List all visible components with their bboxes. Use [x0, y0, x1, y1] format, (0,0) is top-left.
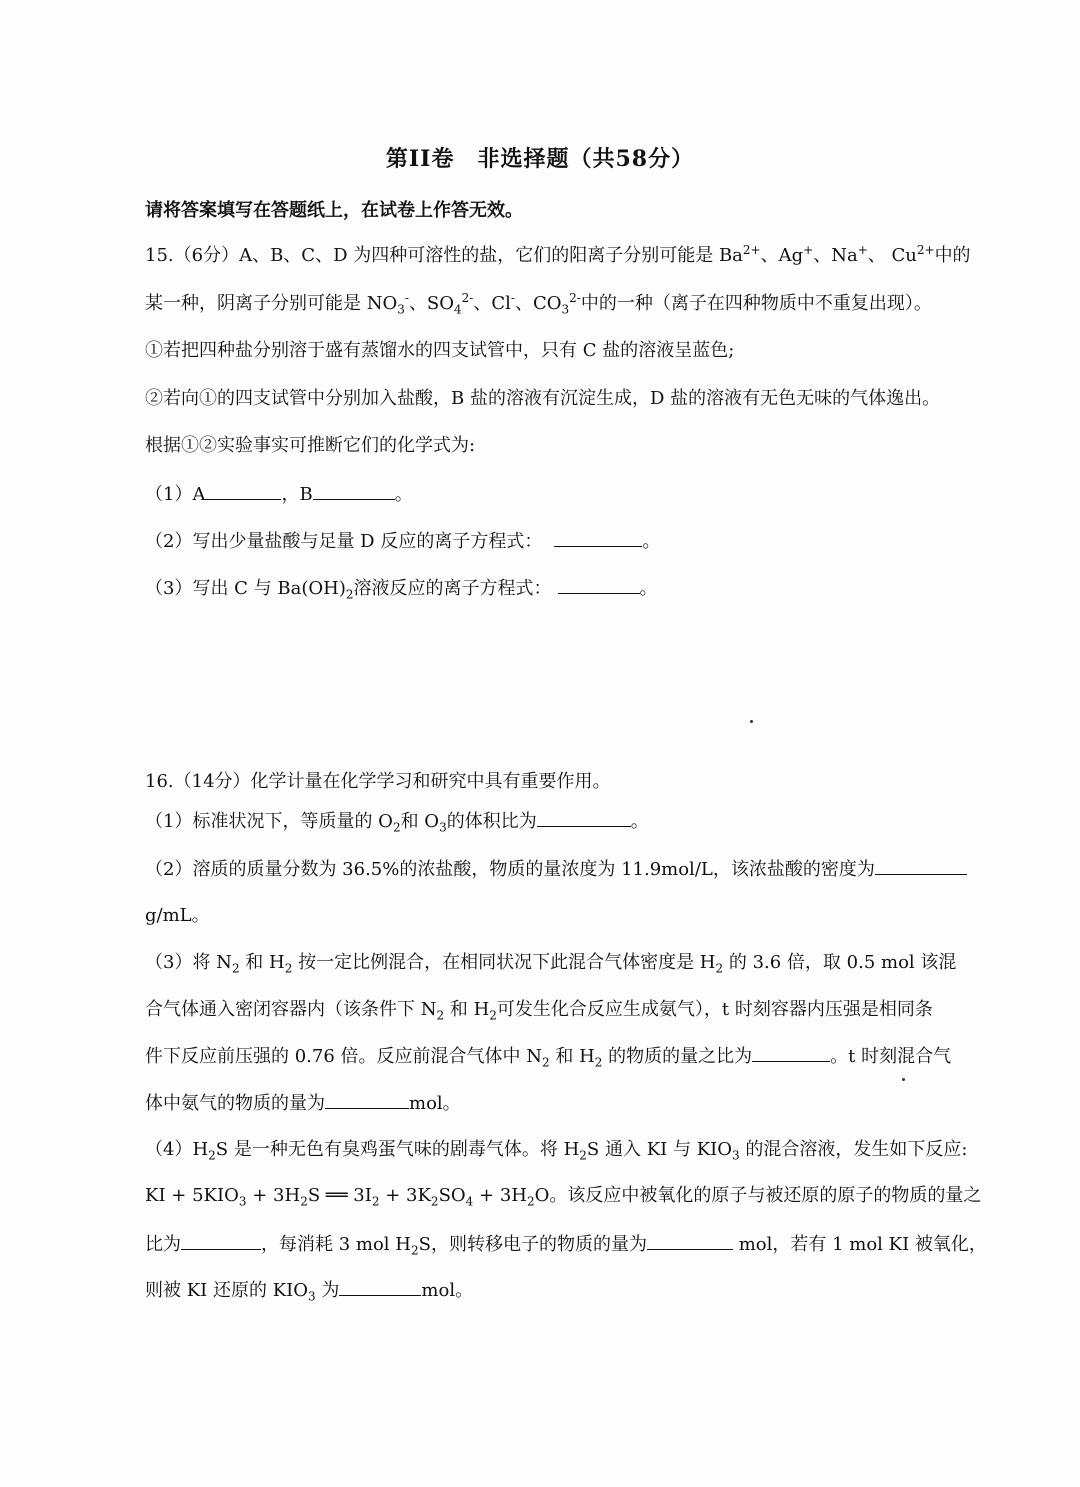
answer-blank[interactable]	[313, 481, 395, 500]
q16-part-2: （2）溶质的质量分数为 36.5%的浓盐酸，物质的量浓度为 11.9mol/L，该浓盐酸的密度为	[145, 856, 1066, 883]
q15-line-4: ②若向①的四支试管中分别加入盐酸，B 盐的溶液有沉淀生成，D 盐的溶液有无色无味的气体逸出。	[145, 388, 941, 409]
q16-part-3-line-3: 件下反应前压强的 0.76 倍。反应前混合气体中 $N_2$ 和 $H_2$ 的物质的量之比为 。t 时刻混合气	[145, 1043, 1066, 1070]
answer-blank[interactable]	[339, 1277, 421, 1296]
answer-blank[interactable]	[875, 856, 967, 875]
q15-part-3: （3）写出 C 与 $Ba(OH)_2$溶液反应的离子方程式： 。	[145, 575, 1066, 602]
q16-part-3-line-4: 体中氨气的物质的量为 mol。	[145, 1090, 1066, 1117]
q16-line-1: 16.（14分）化学计量在化学学习和研究中具有重要作用。	[145, 771, 611, 792]
q16-part-4-line-1: $(4)H_2S$ 是一种无色有臭鸡蛋气味的剧毒气体。将 $H_2S$ 通入 KI 与 $KIO_3$ 的混合溶液，发生如下反应:	[145, 1139, 968, 1163]
answer-blank[interactable]	[205, 481, 281, 500]
q15-line-2: 某一种，阴离子分别可能是 $NO_3^-$、$SO_4^{2-}$、Cl-、$CO_3^{2-}$中的一种（离子在四种物质中不重复出现）。	[145, 291, 932, 317]
answer-blank[interactable]	[181, 1231, 261, 1250]
q16-part-2-unit: g/mL。	[145, 905, 210, 926]
instruction-text: 请将答案填写在答题纸上，在试卷上作答无效。	[145, 200, 523, 221]
q16-part-3-line-1: （3）将 $N_2$ 和 $H_2$ 按一定比例混合，在相同状况下此混合气体密度是 $H_2$ 的 3.6 倍，取 0.5 mol 该混	[145, 952, 957, 976]
q15-line-5: 根据①②实验事实可推断它们的化学式为:	[145, 435, 476, 456]
answer-blank[interactable]	[554, 528, 642, 547]
q15-line-3: ①若把四种盐分别溶于盛有蒸馏水的四支试管中，只有 C 盐的溶液呈蓝色;	[145, 340, 735, 361]
q15-part-1: （1）A ，B 。	[145, 481, 1066, 508]
answer-blank[interactable]	[325, 1090, 409, 1109]
q16-part-1: （1）标准状况下，等质量的 $O_2$和 $O_3$的体积比为 。	[145, 808, 1066, 835]
q16-part-4-equation: KI + $5KIO_3 + 3H_2S$ ══ $3I_2 + 3K_2SO_4 + 3H_2O$。该反应中被氧化的原子与被还原的原子的物质的量之	[145, 1185, 982, 1209]
answer-blank[interactable]	[537, 808, 631, 827]
q15-part-2: （2）写出少量盐酸与足量 D 反应的离子方程式： 。	[145, 528, 1066, 555]
q16-part-4-line-3: 比为 ，每消耗 3 mol $H_2S$，则转移电子的物质的量为 mol，若有 1 mol KI 被氧化，	[145, 1231, 1066, 1258]
scan-speck	[750, 720, 753, 723]
scan-speck	[902, 1078, 905, 1081]
answer-blank[interactable]	[647, 1231, 733, 1250]
section-title: 第II卷 非选择题（共58分）	[385, 146, 695, 172]
q15-line-1: 15.（6分）A、B、C、D 为四种可溶性的盐，它们的阳离子分别可能是 $Ba^{2+}$、Ag+、Na+、 $Cu^{2+}$中的	[145, 243, 971, 266]
answer-blank[interactable]	[752, 1043, 830, 1062]
q16-part-4-line-4: 则被 KI 还原的 $KIO_3$ 为 mol。	[145, 1277, 1066, 1304]
q16-part-3-line-2: 合气体通入密闭容器内（该条件下 $N_2$ 和 $H_2$可发生化合反应生成氨气），t 时刻容器内压强是相同条	[145, 999, 933, 1023]
answer-blank[interactable]	[558, 575, 640, 594]
